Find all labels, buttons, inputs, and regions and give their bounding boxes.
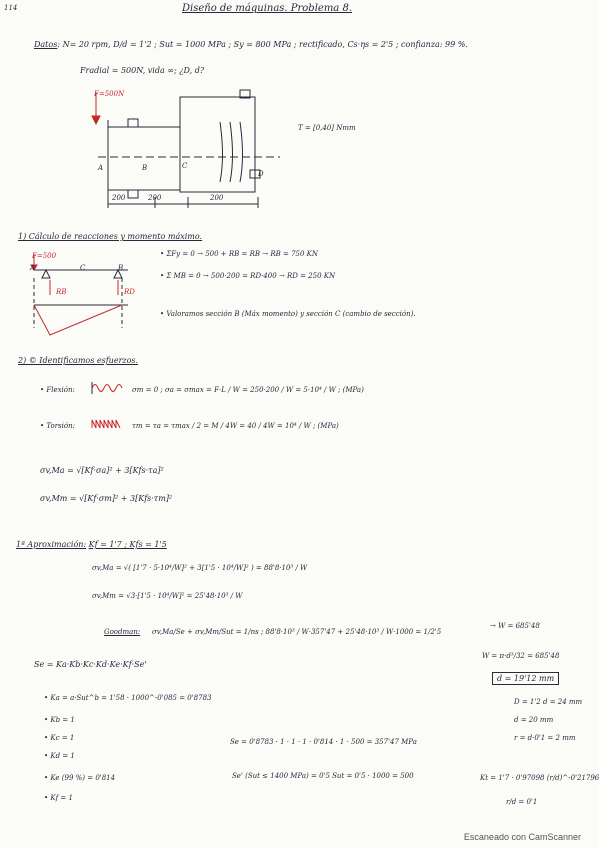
ke-eq: • Ke (99 %) = 0'814 [44, 774, 116, 782]
kb-eq: • Kb = 1 [44, 716, 75, 724]
check-D: D = 1'2 d = 24 mm [514, 698, 583, 706]
goodman-label: Goodman: [104, 628, 141, 636]
reaction-point-b: B [118, 264, 124, 272]
step2-title: 2) © Identificamos esfuerzos. [18, 356, 139, 365]
point-b: B [142, 164, 148, 172]
dim-3: 200 [210, 194, 224, 202]
kt-eq: Kt = 1'7 · 0'97098 (r/d)^-0'21796 [480, 774, 599, 782]
check-r: r = d·0'1 = 2 mm [514, 734, 576, 742]
torsion-label: • Torsión: [40, 422, 75, 430]
approx-eq-a: σv,Ma = √( [1'7 · 5·10⁴/W]² + 3[1'5 · 10⁴/W]² ) = 88'8·10³ / W [92, 564, 308, 572]
flexion-label: • Flexión: [40, 386, 75, 394]
se-equation: Se = Ka·Kb·Kc·Kd·Ke·Kf·Se' [34, 660, 147, 669]
d-result: d = 19'12 mm [492, 672, 559, 685]
point-c: C [182, 162, 188, 170]
force-label: F=500N [94, 90, 125, 98]
torque-label: T = [0,40] Nmm [298, 124, 356, 132]
reaction-force: F=500 [32, 252, 57, 260]
shaft-figure [80, 82, 340, 212]
datos-line1: Datos: N= 20 rpm, D/d = 1'2 ; Sut = 1000 MPa ; Sy = 800 MPa ; rectificado, Cs·ηs = 2'5 ; confianza: 99 %. [34, 40, 468, 49]
torsion-wave-icon [90, 416, 126, 432]
rd-ratio: r/d = 0'1 [506, 798, 538, 806]
kf-eq: • Kf = 1 [44, 794, 73, 802]
point-a: A [98, 164, 104, 172]
datos-line2: Fradial = 500N, vida ∞; ¿D, d? [80, 66, 205, 75]
reaction-point-c: C [80, 264, 86, 272]
goodman-eq: σv,Ma/Se + σv,Mm/Sut = 1/ns ; 88'8·10³ / W·357'47 + 25'48·10³ / W·1000 = 1/2'5 [152, 628, 442, 636]
dim-2: 200 [148, 194, 162, 202]
reaction-eq2: • Σ MB = 0 → 500·200 = RD·400 → RD = 250 KN [160, 272, 336, 280]
page-number: 114 [4, 4, 18, 12]
flexion-wave-icon [90, 380, 126, 396]
datos-label: Datos [34, 40, 58, 49]
w-formula: W = π·d³/32 = 685'48 [482, 652, 560, 660]
reaction-point-a: A [30, 264, 36, 272]
rb-label: RB [56, 288, 67, 296]
kc-eq: • Kc = 1 [44, 734, 75, 742]
scanner-watermark: Escaneado con CamScanner [463, 832, 581, 842]
approx-title: 1ª Aproximación: [16, 540, 87, 549]
se-result: Se = 0'8783 · 1 · 1 · 1 · 0'814 · 1 · 500 = 357'47 MPa [230, 738, 417, 746]
vm-alternating: σv,Ma = √[Kf·σa]² + 3[Kfs·τa]² [40, 466, 164, 475]
se-prime: Se' (Sut ≤ 1400 MPa) = 0'5 Sut = 0'5 · 1000 = 500 [232, 772, 414, 780]
step1-title: 1) Cálculo de reacciones y momento máximo. [18, 232, 203, 241]
approx-eq-m: σv,Mm = √3·[1'5 · 10⁴/W]² = 25'48·10³ / W [92, 592, 243, 600]
torsion-eq: τm = τa = τmax / 2 = M / 4W = 40 / 4W = 10⁴ / W ; (MPa) [132, 422, 339, 430]
flexion-eq: σm = 0 ; σa = σmax = F·L / W = 250·200 / W = 5·10⁴ / W ; (MPa) [132, 386, 364, 394]
dim-1: 200 [112, 194, 126, 202]
ka-eq: • Ka = a·Sut^b = 1'58 · 1000^-0'085 = 0'8783 [44, 694, 212, 702]
approx-header [16, 540, 167, 549]
datos-text: N= 20 rpm, D/d = 1'2 ; Sut = 1000 MPa ; Sy = 800 MPa ; rectificado, Cs·ηs = 2'5 ; confianza: 99 %. [62, 40, 468, 49]
check-d: d = 20 mm [514, 716, 554, 724]
reaction-eq3: • Valoramos sección B (Máx momento) y sección C (cambio de sección). [160, 310, 416, 318]
vm-mean: σv,Mm = √[Kf·σm]² + 3[Kfs·τm]² [40, 494, 173, 503]
rd-label: RD [124, 288, 135, 296]
approx-kf: Kf = 1'7 ; Kfs = 1'5 [88, 540, 167, 549]
w-result: → W = 685'48 [490, 622, 540, 630]
point-d: D [258, 170, 264, 178]
kd-eq: • Kd = 1 [44, 752, 75, 760]
page-title: Diseño de máquinas. Problema 8. [182, 3, 352, 14]
reaction-eq1: • ΣFy = 0 → 500 + RB = RB → RB = 750 KN [160, 250, 319, 258]
